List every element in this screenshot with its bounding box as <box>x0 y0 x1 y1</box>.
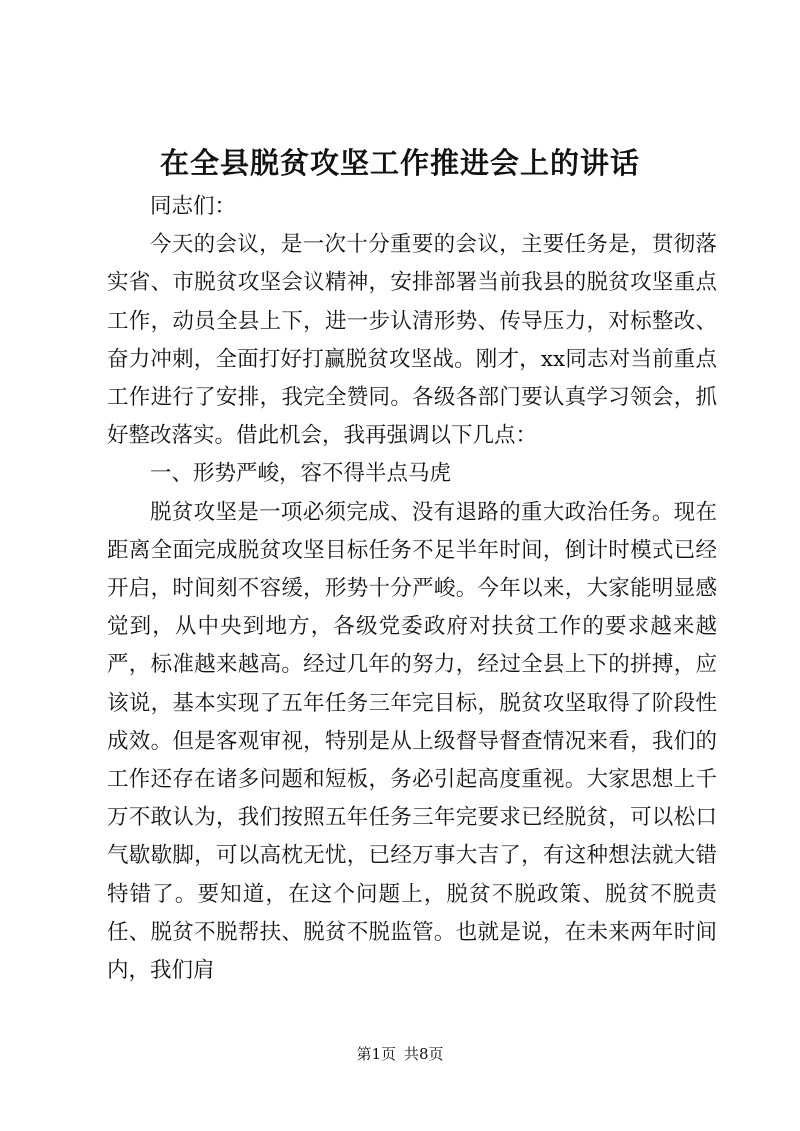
page-number: 第1页 <box>356 1045 396 1063</box>
section-heading: 一、形势严峻，容不得半点马虎 <box>150 461 452 487</box>
document-body <box>107 188 717 990</box>
page-total: 共8页 <box>404 1045 444 1063</box>
salutation: 同志们： <box>150 194 237 219</box>
document-title: 在全县脱贫攻坚工作推进会上的讲话 <box>159 146 640 180</box>
page-footer <box>0 1044 800 1064</box>
paragraph-situation: 脱贫攻坚是一项必须完成、没有退路的重大政治任务。现在距离全面完成脱贫攻坚目标任务不足半年时间，倒计时模式已经开启，时间刻不容缓，形势十分严峻。今年以来，大家能明显感觉到，从中央到地方，各级党委政府对扶贫工作的要求越来越严，标准越来越高。经过几年的努力，经过全县上下的拼搏，应该说，基本实现了五年任务三年完目标，脱贫攻坚取得了阶段性成效。但是客观审视，特别是从上级督导督查情况来看，我们的工作还存在诸多问题和短板，务必引起高度重视。大家思想上千万不敢认为，我们按照五年任务三年完要求已经脱贫，可以松口气歇歇脚，可以高枕无忧，已经万事大吉了，有这种想法就大错特错了。要知道，在这个问题上，脱贫不脱政策、脱贫不脱责任、脱贫不脱帮扶、脱贫不脱监管。也就是说，在未来两年时间内，我们肩 <box>107 499 717 984</box>
paragraph-intro: 今天的会议，是一次十分重要的会议，主要任务是，贯彻落实省、市脱贫攻坚会议精神，安排部署当前我县的脱贫攻坚重点工作，动员全县上下，进一步认清形势、传导压力，对标整改、奋力冲刺，全面打好打赢脱贫攻坚战。刚才，xx同志对当前重点工作进行了安排，我完全赞同。各级各部门要认真学习领会，抓好整改落实。借此机会，我再强调以下几点： <box>107 232 717 449</box>
